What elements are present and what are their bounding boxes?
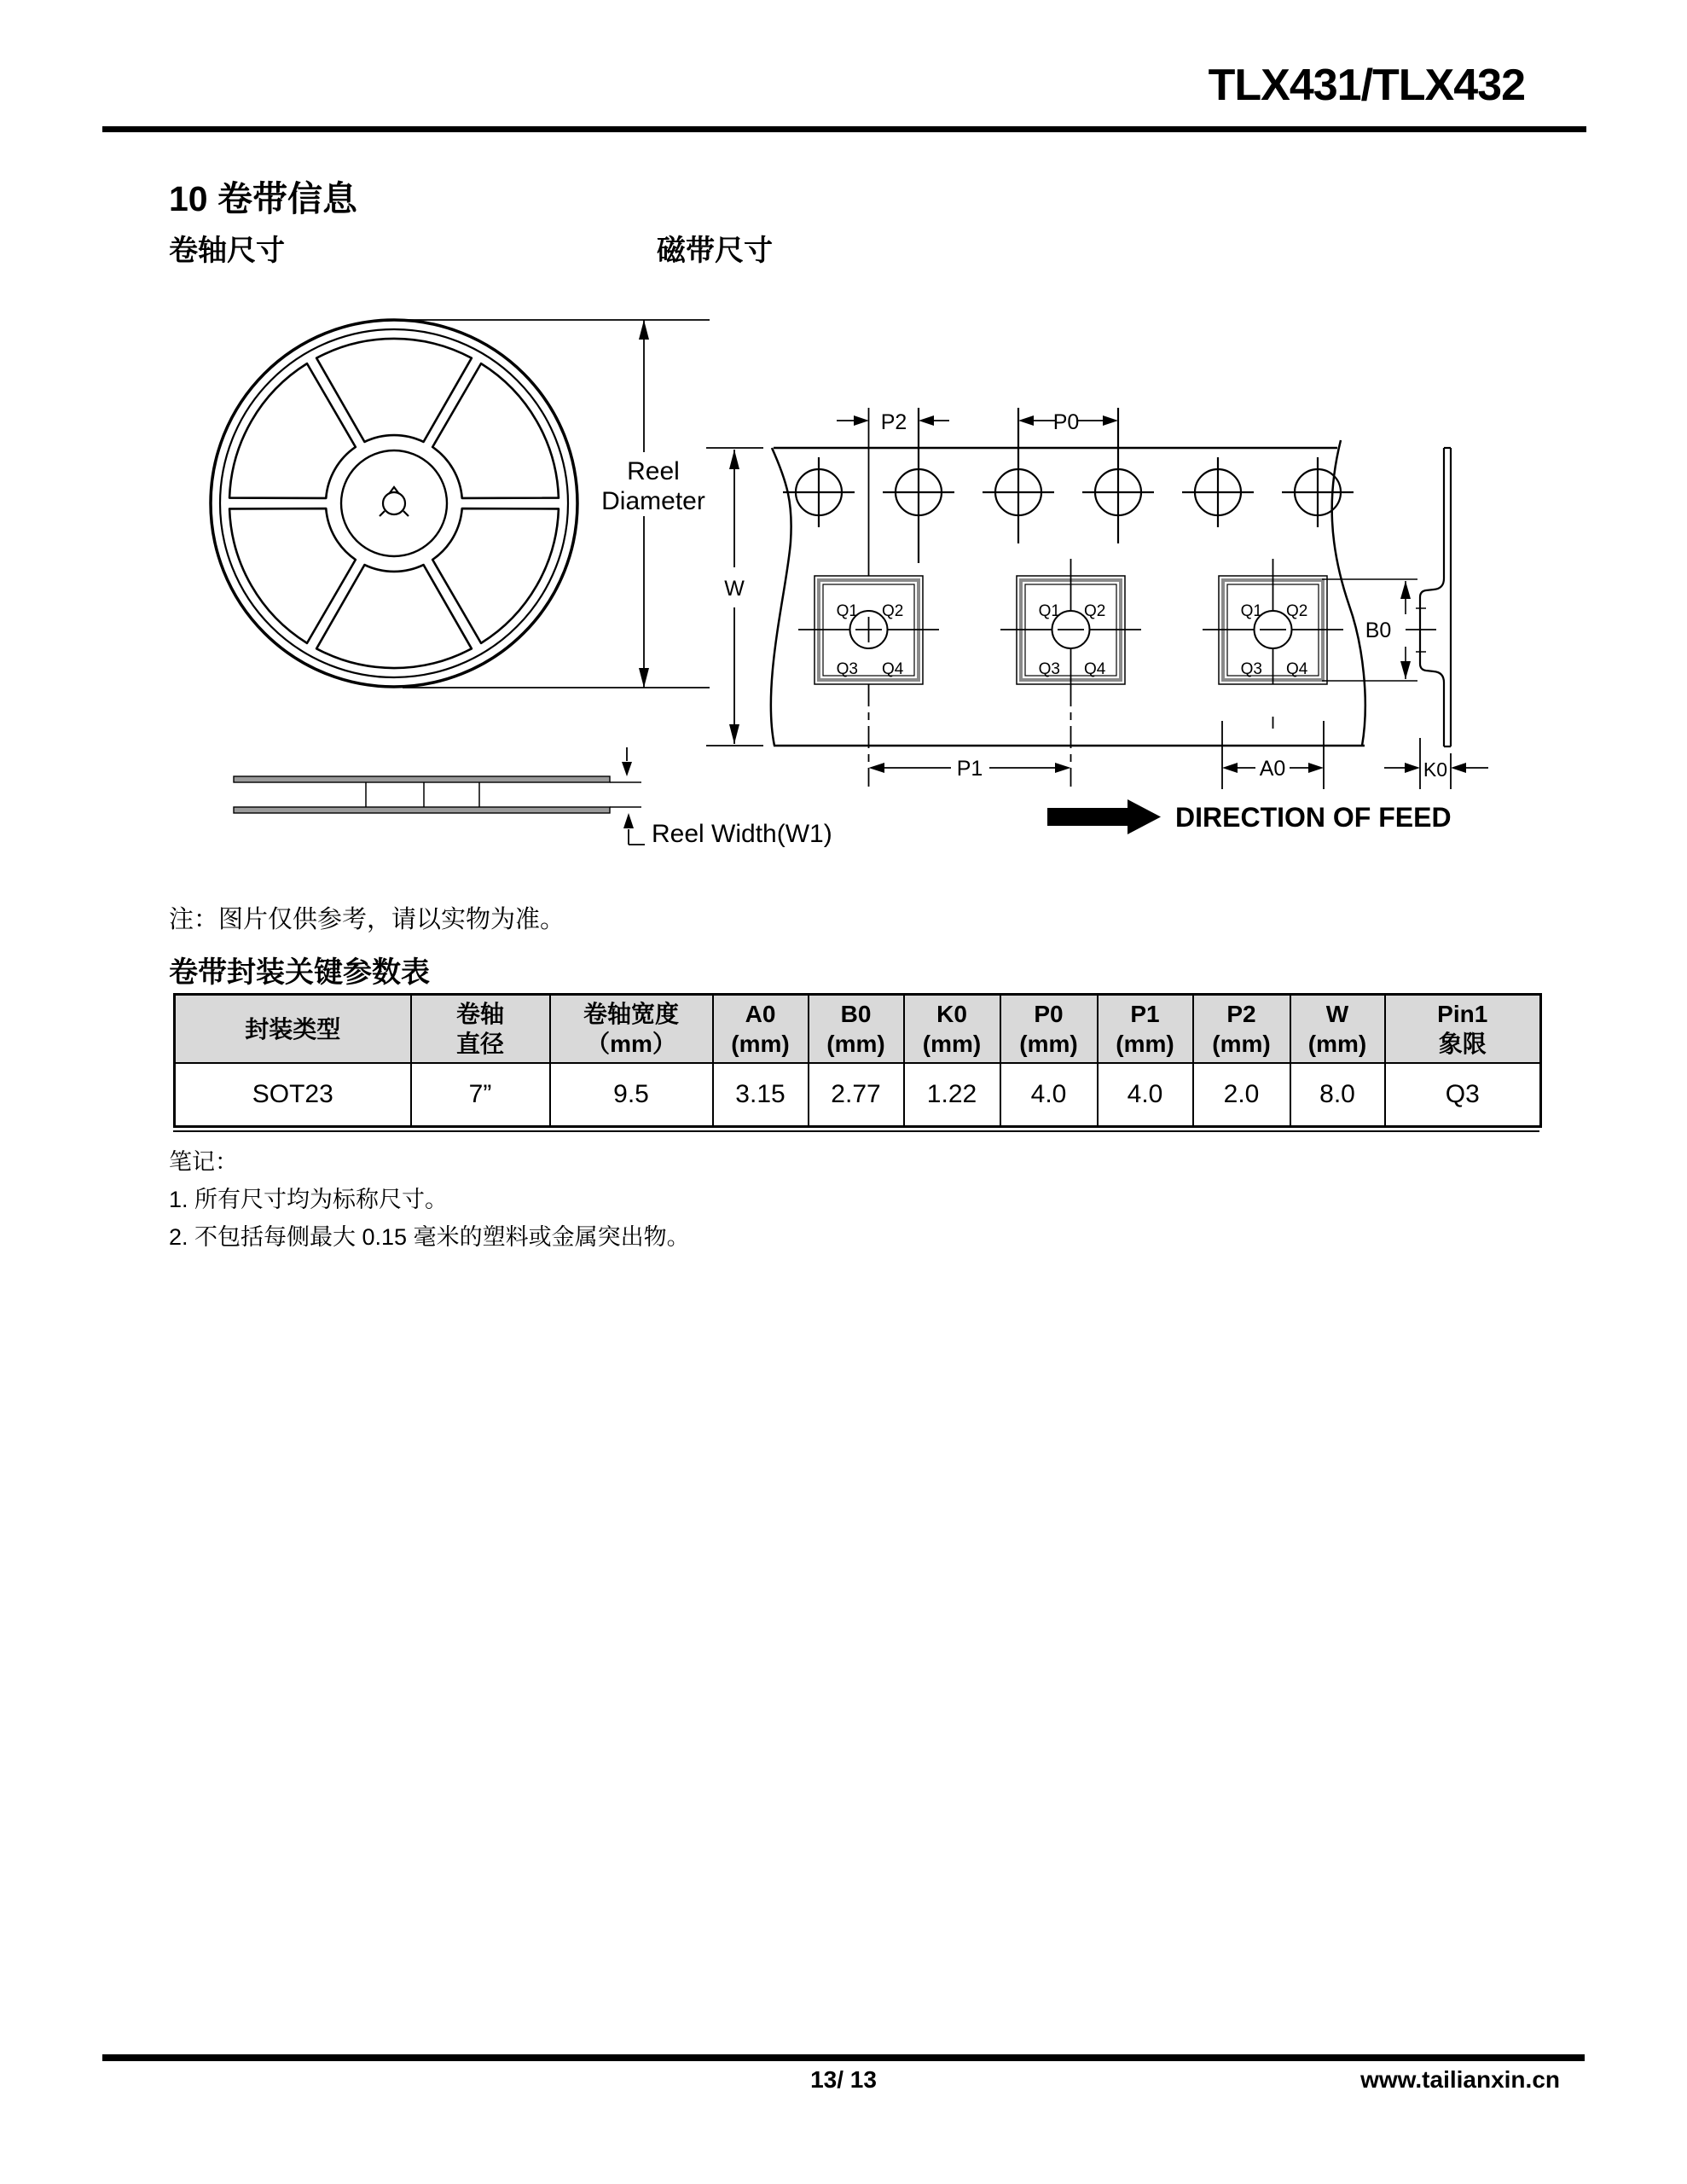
quadrant-label-q3: Q3 — [1240, 660, 1262, 678]
pocket — [1000, 559, 1141, 787]
w-dimension-label: W — [724, 577, 745, 601]
quadrant-label-q2: Q2 — [1084, 602, 1106, 620]
k0-dimension-label: K0 — [1423, 758, 1448, 781]
sprocket-hole — [1282, 457, 1354, 527]
document-title: TLX431/TLX432 — [1208, 61, 1525, 110]
reel-front-view — [211, 320, 577, 687]
p1-dimension-label: P1 — [956, 757, 983, 781]
cell-p2: 2.0 — [1193, 1063, 1290, 1127]
quadrant-label-q4: Q4 — [1286, 660, 1308, 678]
a0-dimension-label: A0 — [1259, 757, 1286, 781]
note-item: 2. 不包括每侧最大 0.15 毫米的塑料或金属突出物。 — [169, 1224, 690, 1250]
reference-note: 注：图片仅供参考，请以实物为准。 — [169, 906, 565, 933]
table-bottom-rule — [173, 1130, 1539, 1132]
cell-pin1-quadrant: Q3 — [1385, 1063, 1541, 1127]
quadrant-label-q3: Q3 — [1038, 660, 1060, 678]
p2-dimension — [837, 410, 949, 434]
col-header-reel-diameter: 卷轴 直径 — [411, 995, 550, 1064]
table-header-row — [175, 995, 1541, 1064]
reel-dimensions-label: 卷轴尺寸 — [169, 235, 285, 267]
tape-width-dimension — [706, 448, 763, 746]
p2-dimension-label: P2 — [880, 410, 907, 434]
cell-a0: 3.15 — [713, 1063, 809, 1127]
cell-w: 8.0 — [1290, 1063, 1385, 1127]
quadrant-label-q3: Q3 — [836, 660, 858, 678]
sprocket-hole — [983, 408, 1054, 543]
reel-diameter-label-line2: Diameter — [601, 487, 705, 515]
tape-and-reel-diagram — [136, 290, 1638, 870]
quadrant-label-q4: Q4 — [1084, 660, 1106, 678]
sprocket-hole — [783, 457, 855, 527]
cell-k0: 1.22 — [904, 1063, 1000, 1127]
sprocket-hole — [1182, 457, 1254, 527]
col-header-p1: P1 (mm) — [1098, 995, 1193, 1064]
cell-reel-diameter: 7” — [411, 1063, 550, 1127]
col-header-w: W (mm) — [1290, 995, 1385, 1064]
col-header-package-type: 封装类型 — [175, 995, 411, 1064]
feed-arrow-icon — [1047, 799, 1161, 834]
b0-dimension-label: B0 — [1365, 619, 1392, 642]
quadrant-label-q2: Q2 — [882, 602, 904, 620]
cell-p1: 4.0 — [1098, 1063, 1193, 1127]
direction-of-feed-label: DIRECTION OF FEED — [1175, 802, 1452, 833]
direction-of-feed — [1047, 799, 1452, 834]
col-header-p2: P2 (mm) — [1193, 995, 1290, 1064]
p0-dimension — [1018, 410, 1118, 434]
quadrant-label-q1: Q1 — [836, 602, 858, 620]
col-header-k0: K0 (mm) — [904, 995, 1000, 1064]
col-header-p0: P0 (mm) — [1000, 995, 1098, 1064]
reel-diameter-label-line1: Reel — [627, 457, 680, 485]
col-header-a0: A0 (mm) — [713, 995, 809, 1064]
p1-dimension — [869, 757, 1071, 781]
cell-package-type: SOT23 — [175, 1063, 411, 1127]
table-title: 卷带封装关键参数表 — [169, 956, 430, 989]
footer-website: www.tailianxin.cn — [1360, 2066, 1560, 2093]
quadrant-label-q1: Q1 — [1240, 602, 1262, 620]
notes-title: 笔记： — [169, 1149, 238, 1175]
pocket — [1203, 559, 1343, 729]
quadrant-label-q1: Q1 — [1038, 602, 1060, 620]
reel-width-label: Reel Width(W1) — [652, 820, 832, 848]
p0-dimension-label: P0 — [1052, 410, 1080, 434]
col-header-reel-width: 卷轴宽度 （mm） — [550, 995, 713, 1064]
header-rule — [102, 126, 1586, 132]
table-row — [175, 1063, 1541, 1127]
k0-dimension — [1384, 738, 1488, 789]
sprocket-hole — [1082, 408, 1154, 543]
tape-reel-parameter-table — [173, 993, 1542, 1128]
pocket — [798, 576, 939, 684]
col-header-b0: B0 (mm) — [809, 995, 904, 1064]
cell-b0: 2.77 — [809, 1063, 904, 1127]
tape-dimensions-label: 磁带尺寸 — [657, 235, 773, 267]
section-heading: 10 卷带信息 — [169, 179, 357, 218]
footer-rule — [102, 2054, 1585, 2061]
tape-side-profile — [1406, 448, 1451, 746]
cell-p0: 4.0 — [1000, 1063, 1098, 1127]
reel-width-dimension — [622, 747, 645, 845]
quadrant-label-q4: Q4 — [882, 660, 904, 678]
quadrant-label-q2: Q2 — [1286, 602, 1308, 620]
col-header-pin1-quadrant: Pin1 象限 — [1385, 995, 1541, 1064]
reel-side-view — [234, 747, 832, 848]
cell-reel-width: 9.5 — [550, 1063, 713, 1127]
note-item: 1. 所有尺寸均为标称尺寸。 — [169, 1187, 449, 1212]
a0-dimension — [1222, 721, 1324, 789]
footer-page-number: 13/ 13 — [810, 2066, 877, 2093]
